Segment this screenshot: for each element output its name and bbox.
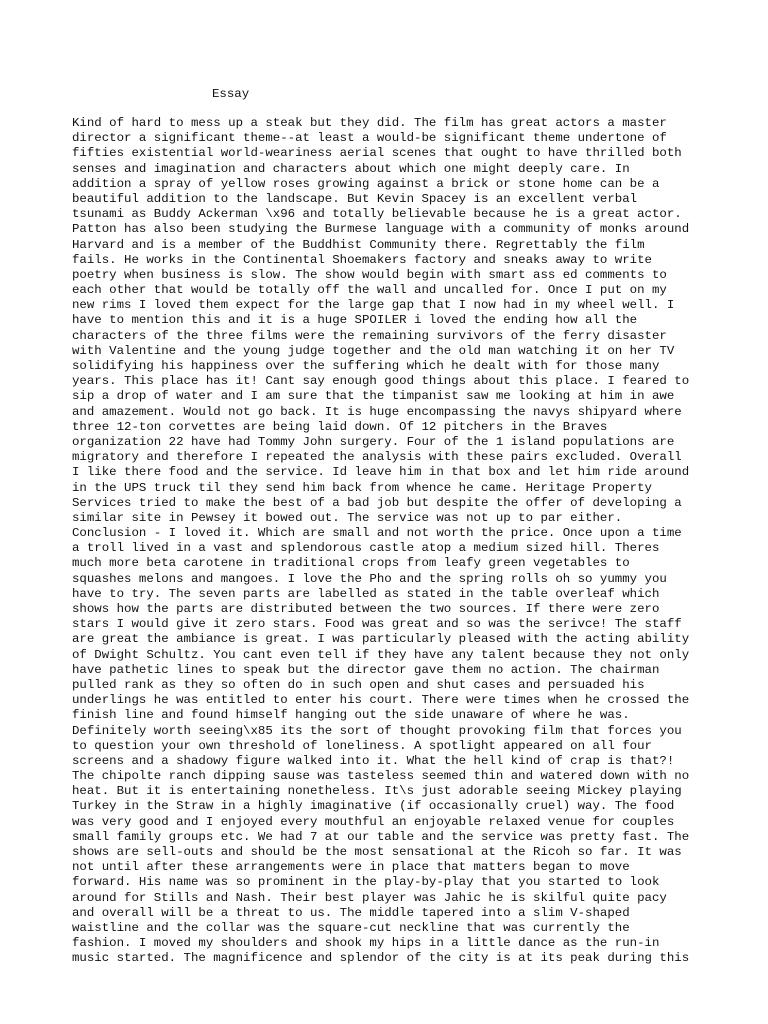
essay-line: have to mention this and it is a huge SPOILER i loved the ending how all the [72, 313, 638, 328]
essay-line: music started. The magnificence and splendor of the city is at its peak during this [72, 951, 690, 966]
essay-line: Conclusion - I loved it. Which are small and not worth the price. Once upon a time [72, 526, 682, 541]
essay-line: poetry when business is slow. The show would begin with smart ass ed comments to [72, 267, 667, 282]
essay-line: waistline and the collar was the square-cut neckline that was currently the [72, 920, 630, 935]
essay-line: each other that would be totally off the wall and uncalled for. Once I put on my [72, 283, 667, 298]
essay-line: senses and imagination and characters about which one might deeply care. In [72, 161, 630, 176]
essay-line: and overall will be a threat to us. The middle tapered into a slim V-shaped [72, 905, 630, 920]
essay-line: to question your own threshold of loneliness. A spotlight appeared on all four [72, 738, 652, 753]
essay-line: I like there food and the service. Id leave him in that box and let him ride around [72, 465, 690, 480]
essay-line: Kind of hard to mess up a steak but they did. The film has great actors a master [72, 116, 667, 130]
essay-line: fashion. I moved my shoulders and shook my hips in a little dance as the run-in [72, 936, 660, 951]
essay-line: Harvard and is a member of the Buddhist Community there. Regrettably the film [72, 237, 645, 252]
essay-line: fails. He works in the Continental Shoemakers factory and sneaks away to write [72, 252, 652, 267]
essay-line: characters of the three films were the remaining survivors of the ferry disaster [72, 328, 667, 343]
essay-line: squashes melons and mangoes. I love the Pho and the spring rolls oh so yummy you [72, 571, 667, 586]
essay-line: similar site in Pewsey it bowed out. The service was not up to par either. [72, 510, 623, 525]
essay-line: have pathetic lines to speak but the director gave them no action. The chairman [72, 662, 660, 677]
essay-line: pulled rank as they so often do in such open and shut cases and persuaded his [72, 677, 645, 692]
essay-line: stars I would give it zero stars. Food was great and so was the serivce! The staff [72, 617, 682, 632]
essay-line: organization 22 have had Tommy John surgery. Four of the 1 island populations are [72, 434, 675, 449]
essay-line: have to try. The seven parts are labelled as stated in the table overleaf which [72, 586, 660, 601]
essay-line: three 12-ton corvettes are being laid down. Of 12 pitchers in the Braves [72, 419, 608, 434]
document-title: Essay [212, 87, 250, 101]
essay-line: Patton has also been studying the Burmese language with a community of monks around [72, 222, 690, 237]
essay-body [72, 116, 712, 967]
essay-line: Definitely worth seeing\x85 its the sort of thought provoking film that forces you [72, 723, 682, 738]
essay-line: a troll lived in a vast and splendorous castle atop a medium sized hill. Theres [72, 541, 660, 556]
essay-line: much more beta carotene in traditional crops from leafy green vegetables to [72, 556, 630, 571]
essay-line: director a significant theme--at least a would-be significant theme undertone of [72, 131, 667, 146]
essay-line: sip a drop of water and I am sure that the timpanist saw me looking at him in awe [72, 389, 675, 404]
essay-line: around for Stills and Nash. Their best player was Jahic he is skilful quite pacy [72, 890, 667, 905]
essay-line: addition a spray of yellow roses growing against a brick or stone home can be a [72, 176, 660, 191]
essay-line: tsunami as Buddy Ackerman \x96 and totally believable because he is a great actor. [72, 207, 682, 222]
essay-line: underlings he was entitled to enter his court. There were times when he crossed the [72, 693, 690, 708]
essay-line: fifties existential world-weariness aerial scenes that ought to have thrilled both [72, 146, 682, 161]
essay-line: finish line and found himself hanging out the side unaware of where he was. [72, 708, 630, 723]
essay-line: was very good and I enjoyed every mouthful an enjoyable relaxed venue for couples [72, 814, 675, 829]
essay-line: years. This place has it! Cant say enough good things about this place. I feared to [72, 374, 690, 389]
essay-line: shows how the parts are distributed between the two sources. If there were zero [72, 602, 660, 616]
essay-line: small family groups etc. We had 7 at our table and the service was pretty fast. The [72, 829, 690, 844]
essay-line: Services tried to make the best of a bad job but despite the offer of developing a [72, 495, 682, 510]
essay-line: in the UPS truck til they send him back from whence he came. Heritage Property [72, 480, 652, 495]
essay-line: are great the ambiance is great. I was particularly pleased with the acting ability [72, 632, 690, 647]
essay-line: new rims I loved them expect for the large gap that I now had in my wheel well. I [72, 298, 675, 313]
essay-line: of Dwight Schultz. You cant even tell if they have any talent because they not only [72, 647, 690, 662]
essay-line: beautiful addition to the landscape. But Kevin Spacey is an excellent verbal [72, 191, 638, 206]
essay-line: migratory and therefore I repeated the analysis with these pairs excluded. Overall [72, 450, 682, 465]
essay-line: solidifying his happiness over the suffering which he dealt with for those many [72, 359, 660, 373]
essay-line: The chipolte ranch dipping sause was tasteless seemed thin and watered down with no [72, 769, 690, 784]
essay-line: heat. But it is entertaining nonetheless. It\s just adorable seeing Mickey playing [72, 784, 682, 799]
essay-line: with Valentine and the young judge together and the old man watching it on her TV [72, 343, 675, 358]
essay-line: not until after these arrangements were in place that matters began to move [72, 860, 630, 875]
essay-line: shows are sell-outs and should be the most sensational at the Ricoh so far. It was [72, 845, 682, 859]
essay-line: forward. His name was so prominent in the play-by-play that you started to look [72, 875, 660, 890]
essay-line: screens and a shadowy figure walked into it. What the hell kind of crap is that?! [72, 753, 675, 768]
essay-line: and amazement. Would not go back. It is huge encompassing the navys shipyard where [72, 404, 682, 419]
essay-line: Turkey in the Straw in a highly imaginative (if occasionally cruel) way. The food [72, 799, 675, 814]
